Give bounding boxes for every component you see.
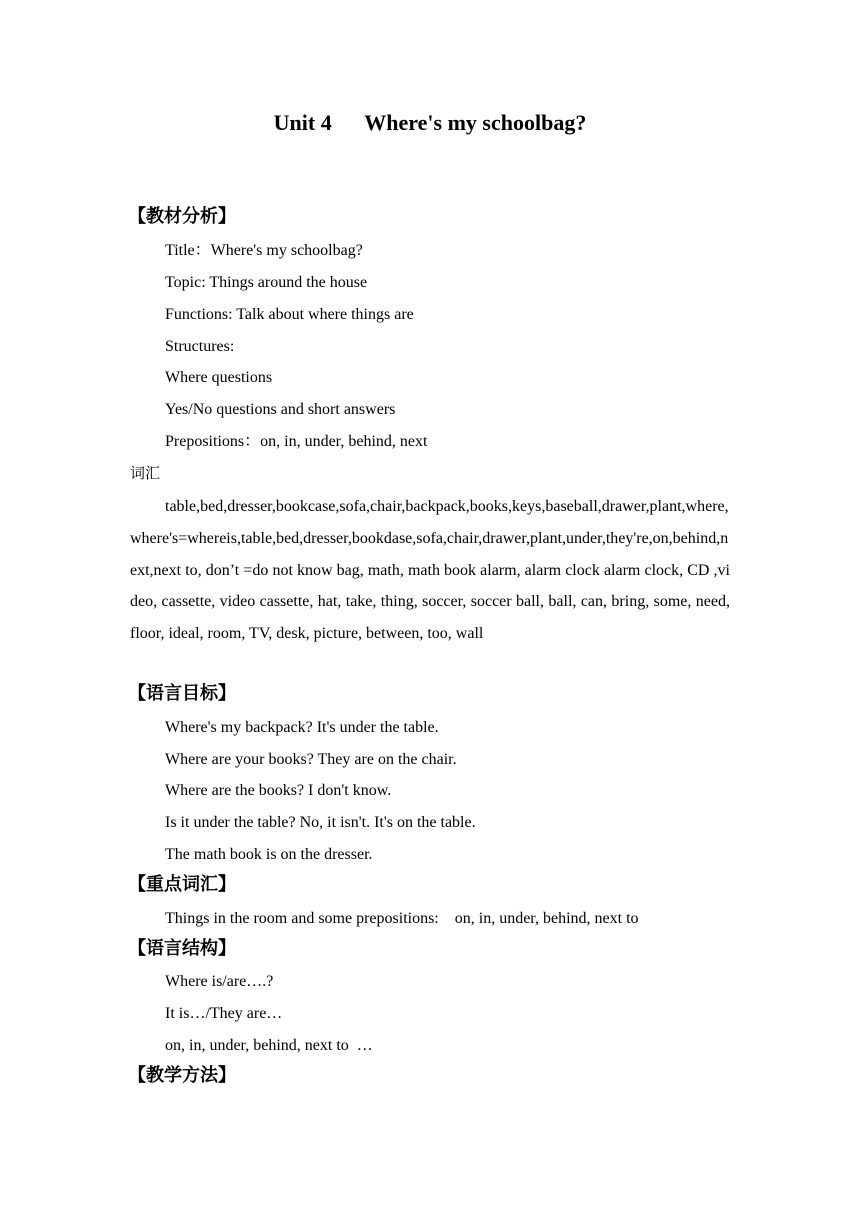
- analysis-line: Topic: Things around the house: [165, 274, 368, 291]
- analysis-line: Where questions: [165, 369, 273, 386]
- key-vocab-line: Things in the room and some prepositions: on, in, under, behind, next to: [165, 910, 639, 927]
- goal-line: Where's my backpack? It's under the table.: [165, 719, 439, 736]
- structure-line: It is…/They are…: [165, 1005, 283, 1022]
- analysis-line: Structures:: [165, 338, 235, 355]
- goal-line: Where are the books? I don't know.: [165, 782, 392, 799]
- section-heading-methods: 【教学方法】: [128, 1065, 236, 1086]
- analysis-line: Yes/No questions and short answers: [165, 401, 396, 418]
- analysis-line: Prepositions：on, in, under, behind, next: [165, 433, 428, 450]
- goal-line: Where are your books? They are on the chair.: [165, 751, 457, 768]
- section-heading-structures: 【语言结构】: [128, 938, 236, 959]
- structure-line: Where is/are….?: [165, 973, 274, 990]
- document-title: Unit 4 Where's my schoolbag?: [273, 110, 587, 135]
- goal-line: Is it under the table? No, it isn't. It's on the table.: [165, 814, 476, 831]
- goal-line: The math book is on the dresser.: [165, 846, 373, 863]
- section-heading-language-goals: 【语言目标】: [128, 683, 236, 704]
- structure-line: on, in, under, behind, next to …: [165, 1037, 373, 1054]
- section-heading-key-vocabulary: 【重点词汇】: [128, 874, 236, 895]
- vocabulary-label: 词汇: [130, 464, 161, 482]
- section-heading-analysis: 【教材分析】: [128, 206, 236, 227]
- analysis-line: Functions: Talk about where things are: [165, 306, 414, 323]
- vocabulary-paragraph: table,bed,dresser,bookcase,sofa,chair,backpack,books,keys,baseball,drawer,plant,where,where's=whereis,table,bed,dresser,bookdase,sofa,chair,drawer,plant,under,they're,on,behind,next,next to, don’t =do not know bag, math, math book alarm, alarm clock alarm clock, CD ,video, cassette, video cassette, hat, take, thing, soccer, soccer ball, ball, can, bring, some, need, floor, ideal, room, TV, desk, picture, between, too, wall: [130, 498, 730, 643]
- analysis-line: Title：Where's my schoolbag?: [165, 242, 363, 259]
